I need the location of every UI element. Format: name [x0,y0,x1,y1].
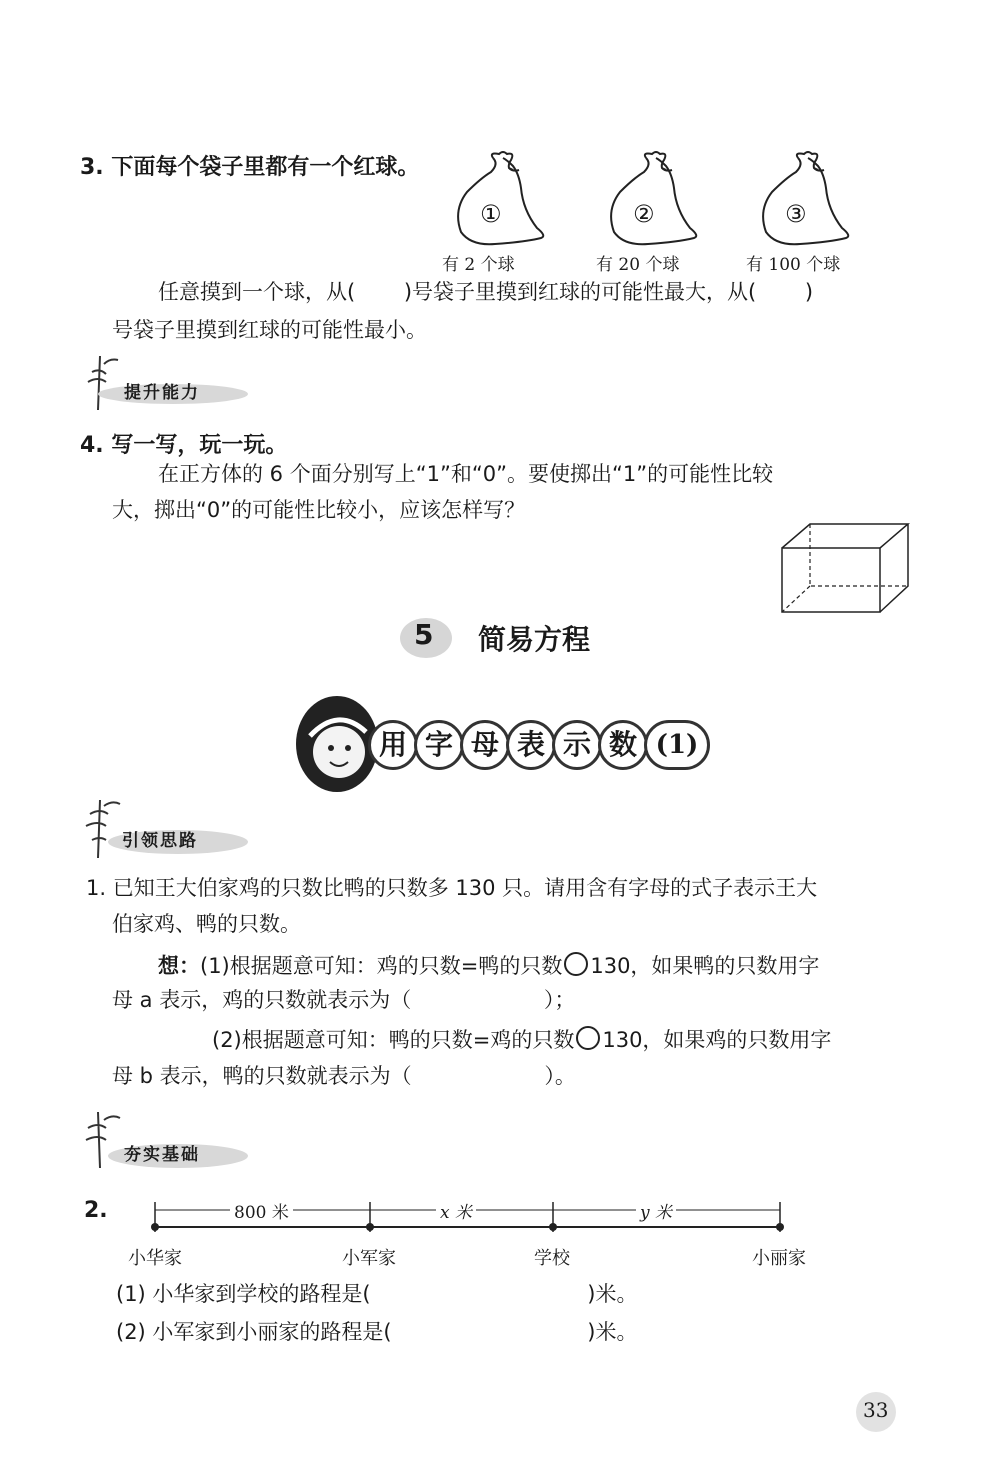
q1-part2-answer-line: 母 b 表示，鸭的只数就表示为（ ）。 [112,1064,576,1088]
q4-title: 4. 写一写，玩一玩。 [80,433,288,458]
segment-label-2: x 米 [436,1198,476,1223]
section-guide-header [78,796,248,862]
chapter-title: 简易方程 [478,623,591,656]
bag-3-icon [763,152,848,244]
q1-part1-answer-line: 母 a 表示，鸡的只数就表示为（ ）； [112,988,576,1012]
q1-part2-text-b: 130，如果鸡的只数用字 [602,1028,832,1052]
q4-text-line1: 在正方体的 6 个面分别写上“1”和“0”。要使掷出“1”的可能性比较 [158,462,774,486]
section-basic-header [78,1108,248,1174]
bag-2-caption: 有 20 个球 [596,255,680,275]
segment-label-3: y 米 [636,1198,676,1223]
answer-circle-2[interactable] [576,1026,600,1050]
q1-part1-text-b: 130，如果鸭的只数用字 [590,954,820,978]
bag-2-number: ② [633,200,655,228]
q1-part2-line [212,1026,831,1053]
answer-circle-1[interactable] [564,952,588,976]
q2-number: 2. [84,1198,108,1223]
place-label: 小军家 [342,1248,396,1269]
q1-part1-text-a: (1)根据题意可知：鸡的只数=鸭的只数 [200,954,563,978]
chapter-number: 5 [414,618,434,651]
q3-title: 3. 下面每个袋子里都有一个红球。 [80,155,420,180]
distance-line-figure [150,1192,790,1242]
lesson-title-char: 字 [414,720,464,770]
lesson-title-char: 数 [598,720,648,770]
q1-text-line1: 1. 已知王大伯家鸡的只数比鸭的只数多 130 只。请用含有字母的式子表示王大 [86,876,818,900]
bag-1-number: ① [480,200,502,228]
cube-figure [780,520,910,615]
q3-text-line2: 号袋子里摸到红球的可能性最小。 [112,318,427,342]
section-improve-header [78,352,248,414]
segment-label-1: 800 米 [230,1198,293,1223]
place-label: 学校 [534,1248,570,1269]
q2-sub2: (2) 小军家到小丽家的路程是( )米。 [116,1320,638,1344]
q1-part2-text-a: (2)根据题意可知：鸭的只数=鸡的只数 [212,1028,575,1052]
lesson-title-char: 示 [552,720,602,770]
place-label: 小华家 [128,1248,182,1269]
q3-text-line1: 任意摸到一个球，从( )号袋子里摸到红球的可能性最大，从( ) [158,280,814,304]
lesson-title-char: 表 [506,720,556,770]
page-number: 33 [863,1398,889,1422]
chapter-header [400,612,620,664]
lesson-title-char: 用 [368,720,418,770]
section-improve-label: 提升能力 [124,383,200,403]
bag-3-caption: 有 100 个球 [746,255,841,275]
bag-1-caption: 有 2 个球 [442,255,515,275]
student-face-icon [296,696,378,792]
bag-2-icon [611,152,696,244]
q1-part1-line [158,952,819,979]
lesson-title-char: 母 [460,720,510,770]
student-avatar [296,696,378,792]
q2-sub1: (1) 小华家到学校的路程是( )米。 [116,1282,638,1306]
q1-text-line2: 伯家鸡、鸭的只数。 [112,912,301,936]
cube-drawing [780,520,910,615]
lesson-title-suffix: (1) [644,720,710,770]
section-basic-label: 夯实基础 [124,1145,200,1165]
section-guide-label: 引领思路 [122,831,198,851]
lesson-banner [296,690,716,798]
place-label: 小丽家 [752,1248,806,1269]
bag-1-icon [458,152,543,244]
bag-3-number: ③ [785,200,807,228]
q4-text-line2: 大，掷出“0”的可能性比较小，应该怎样写？ [112,498,526,522]
think-label: 想： [158,954,200,978]
